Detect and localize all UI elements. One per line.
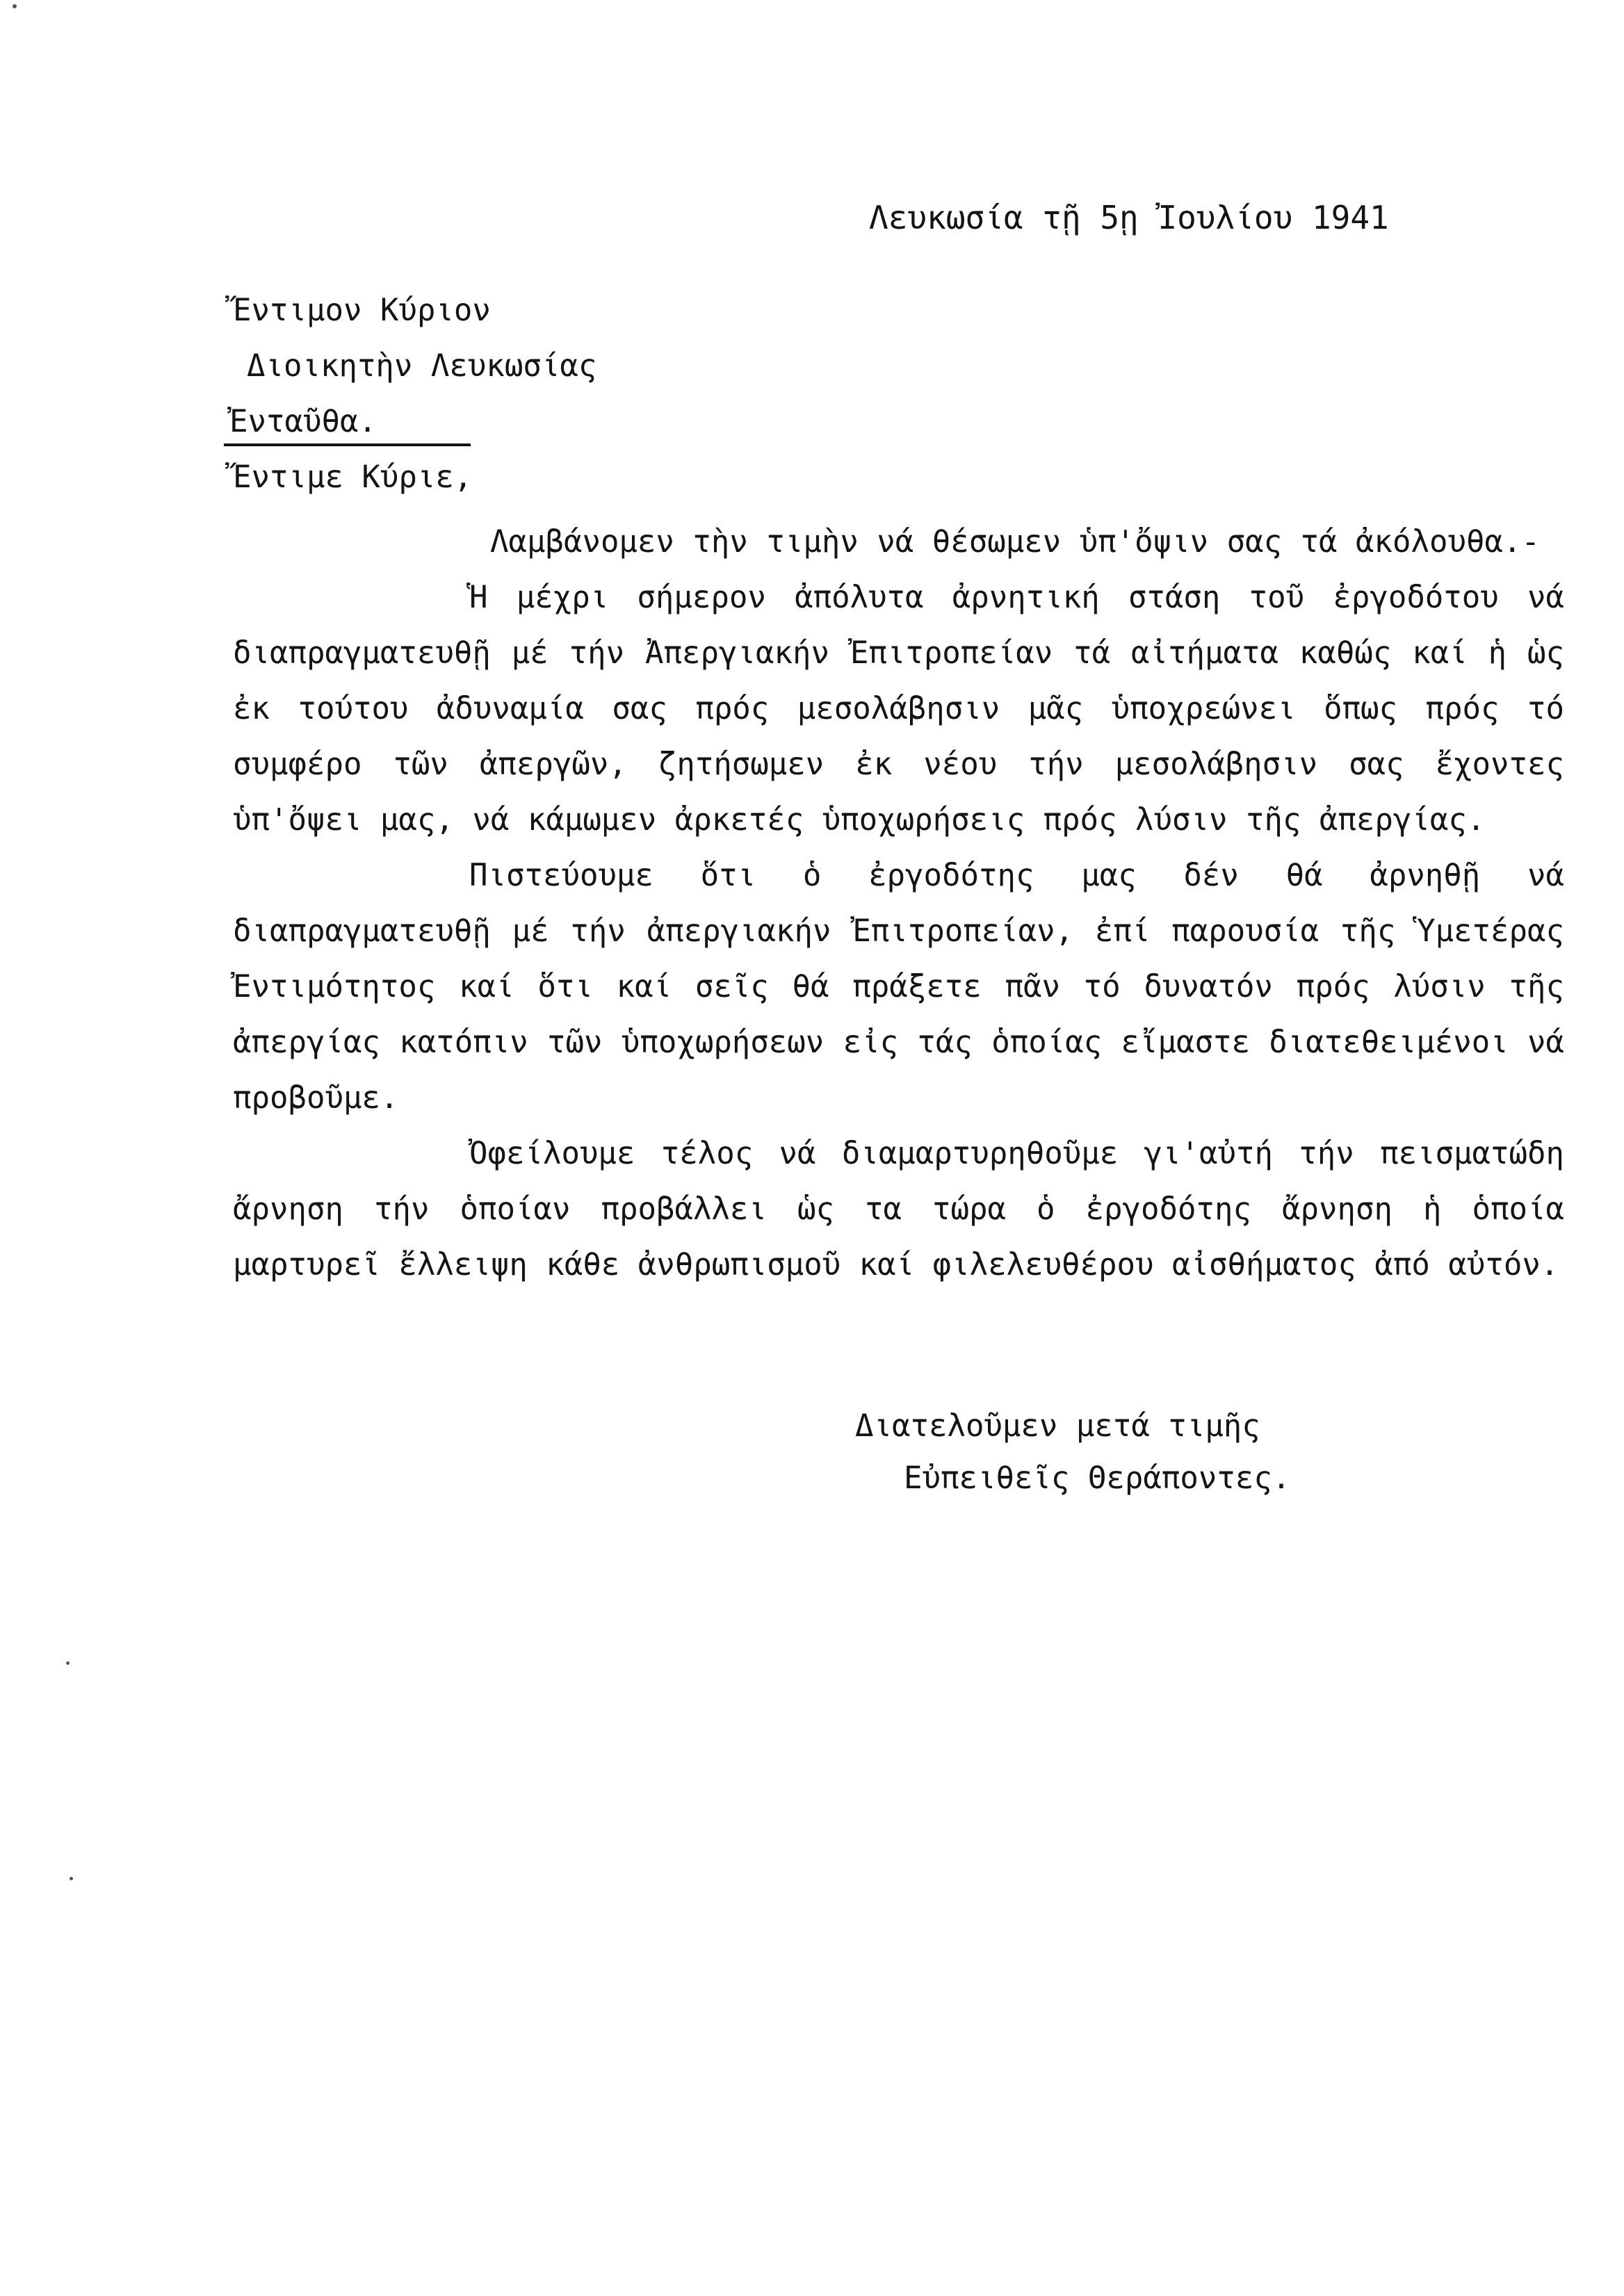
body-paragraph-3: Πιστεύουμε ὅτι ὁ ἐργοδότης μας δέν θά ἀρνηθῇ νά διαπραγματευθῇ μέ τήν ἀπεργιακήν Ἐπιτροπείαν, ἐπί παρουσία τῆς Ὑμετέρας Ἐντιμότητος καί ὅτι καί σεῖς θά πράξετε πᾶν τό δυνατόν πρός λύσιν τῆς ἀπεργίας κατόπιν τῶν ὑποχωρήσεων εἰς τάς ὁποίας εἴμαστε διατεθειμένοι νά προβοῦμε.	[233, 858, 1564, 1116]
letter-date: Λευκωσία τῇ 5ῃ Ἰουλίου 1941	[869, 199, 1389, 236]
letter-body	[233, 514, 1564, 1293]
recipient-underline	[224, 443, 471, 446]
recipient-line-3: Ἐνταῦθα.	[229, 404, 377, 439]
recipient-line-1: Ἔντιμον Κύριον	[233, 293, 491, 328]
closing-line-1: Διατελοῦμεν μετά τιμῆς	[855, 1408, 1260, 1444]
scan-speck	[70, 1877, 73, 1880]
body-paragraph-4: Ὀφείλουμε τέλος νά διαμαρτυρηθοῦμε γι'αὐτή τήν πεισματώδη ἄρνηση τήν ὁποίαν προβάλλει ὡς τα τώρα ὁ ἐργοδότης ἄρνηση ἡ ὁποία μαρτυρεῖ ἔλλειψη κάθε ἀνθρωπισμοῦ καί φιλελευθέρου αἰσθήματος ἀπό αὐτόν.	[233, 1136, 1564, 1283]
scan-speck	[66, 1661, 70, 1665]
salutation: Ἔντιμε Κύριε,	[233, 459, 473, 495]
scan-speck	[13, 4, 17, 8]
closing-line-2: Εὐπειθεῖς Θεράποντες.	[904, 1460, 1291, 1496]
recipient-line-2: Διοικητὴν Λευκωσίας	[247, 348, 597, 384]
body-paragraph-1: Λαμβάνομεν τὴν τιμὴν νά θέσωμεν ὑπ'ὄψιν σας τά ἀκόλουθα.-	[490, 524, 1540, 560]
body-paragraph-2: Ἡ μέχρι σήμερον ἀπόλυτα ἀρνητική στάση τοῦ ἐργοδότου νά διαπραγματευθῇ μέ τήν Ἀπεργιακήν Ἐπιτροπείαν τά αἰτήματα καθώς καί ἡ ὡς ἐκ τούτου ἀδυναμία σας πρός μεσολάβησιν μᾶς ὑποχρεώνει ὅπως πρός τό συμφέρο τῶν ἀπεργῶν, ζητήσωμεν ἐκ νέου τήν μεσολάβησιν σας ἔχοντες ὑπ'ὄψει μας, νά κάμωμεν ἀρκετές ὑποχωρήσεις πρός λύσιν τῆς ἀπεργίας.	[233, 580, 1564, 838]
